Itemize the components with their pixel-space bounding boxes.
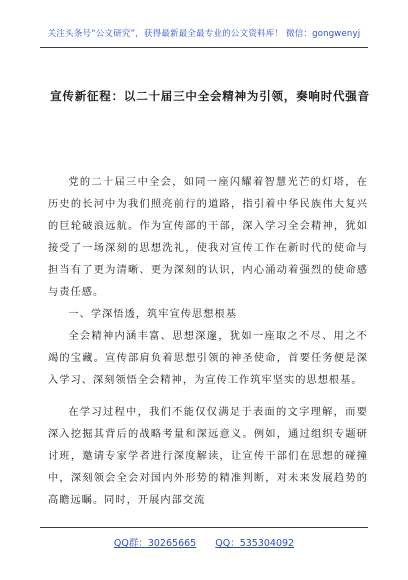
document-body [48,172,368,512]
paragraph: 党的二十届三中全会，如同一座闪耀着智慧光芒的灯塔，在历史的长河中为我们照亮前行的道路，指引着中华民族伟大复兴的巨轮破浪远航。作为宣传部的干部，深入学习全会精神，犹如接受了一场深刻的思想洗礼，使我对宣传工作在新时代的使命与担当有了更为清晰、更为深刻的认识，内心涌动着强烈的使命感与责任感。 [48,177,368,298]
qq-contact-label: QQ：535304092 [215,538,295,549]
footer-divider [40,527,368,528]
section-heading: 一、学深悟透，筑牢宣传思想根基 [68,309,237,320]
document-title: 宣传新征程：以二十届三中全会精神为引领，奏响时代强音 [50,89,370,103]
footer-note [0,535,408,549]
header-note: 关注头条号“公文研究”，获得最新最全最专业的公文资料库！ 微信：gongwenyj [47,29,361,39]
qq-group-label: QQ群：30265665 [113,538,197,549]
header-divider [40,47,368,48]
paragraph: 在学习过程中，我们不能仅仅满足于表面的文字理解，而要深入挖掘其背后的战略考量和深远意义。例如，通过组织专题研讨班，邀请专家学者进行深度解读，让宣传干部们在思想的碰撞中，深刻领会全会对国内外形势的精准判断，对未来发展趋势的高瞻远瞩。同时，开展内部交流 [48,407,368,506]
paragraph: 全会精神内涵丰富、思想深邃，犹如一座取之不尽、用之不竭的宝藏。宣传部肩负着思想引领的神圣使命，首要任务便是深入学习、深刻领悟全会精神，为宣传工作筑牢坚实的思想根基。 [48,331,368,386]
